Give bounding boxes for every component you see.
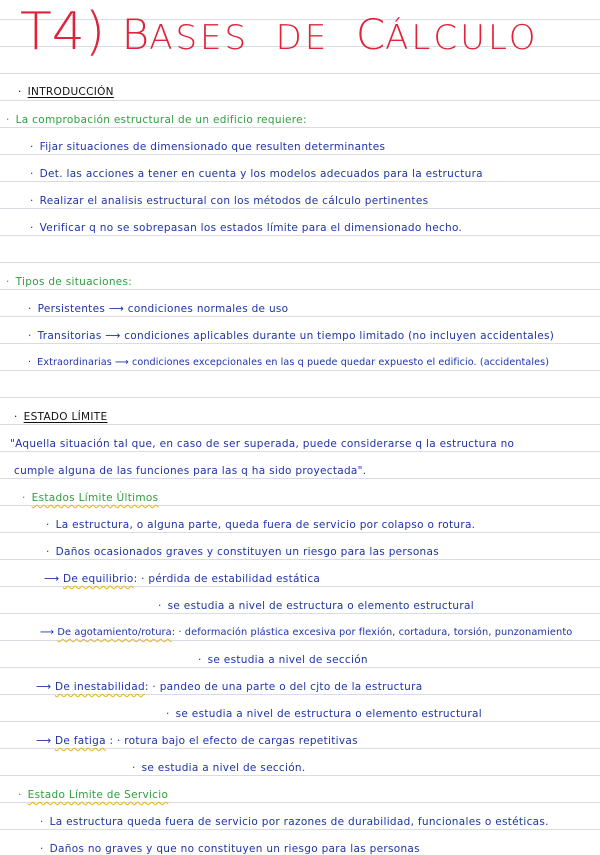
item-text: Daños ocasionados graves y constituyen un riesgo para las personas (55, 546, 440, 558)
list-item: · Transitorias ⟶ condiciones aplicables durante un tiempo limitado (no incluyen accidentales) (28, 330, 555, 342)
list-item: · Persistentes ⟶ condiciones normales de uso (28, 303, 289, 315)
list-item: · Det. las acciones a tener en cuenta y los modelos adecuados para la estructura (30, 168, 483, 180)
subtype-name: De equilibrio (63, 573, 134, 585)
arrow-right-icon: ⟶ (105, 330, 125, 342)
quote-line: "Aquella situación tal que, en caso de ser superada, puede considerarse q la estructura no (10, 438, 515, 450)
list-item: · Extraordinarias ⟶ condiciones excepcionales en las q puede quedar expuesto el edificio. (accidentales) (28, 357, 550, 368)
detail-text: se estudia a nivel de estructura o elemento estructural (175, 708, 482, 720)
title-word: ASES (149, 18, 250, 58)
list-item: · Realizar el analisis estructural con los métodos de cálculo pertinentes (30, 195, 429, 207)
arrow-right-icon: ⟶ (36, 681, 55, 693)
heading-text: INTRODUCCIÓN (27, 86, 114, 98)
title-letter: C (355, 10, 386, 59)
lead-text: Tipos de situaciones: (15, 276, 133, 288)
definition-quote (14, 465, 366, 477)
detail-text: se estudia a nivel de sección. (141, 762, 306, 774)
subtype-name: De fatiga (55, 735, 106, 747)
page-title (20, 2, 538, 62)
arrow-right-icon: ⟶ (40, 627, 58, 638)
elu-subtype: ⟶ De inestabilidad: · pandeo de una parte o del cjto de la estructura (36, 681, 423, 693)
list-item: · La estructura queda fuera de servicio por razones de durabilidad, funcionales o estéticas. (40, 816, 549, 828)
section-heading: · ESTADO LÍMITE (14, 411, 108, 423)
elu-subtype-detail: · se estudia a nivel de sección (198, 654, 368, 666)
elu-subtype-detail: · se estudia a nivel de estructura o elemento estructural (166, 708, 482, 720)
list-item: · La estructura, o alguna parte, queda fuera de servicio por colapso o rotura. (46, 519, 476, 531)
type-desc: condiciones aplicables durante un tiempo limitado (no incluyen accidentales) (124, 330, 555, 342)
item-text: Daños no graves y que no constituyen un riesgo para las personas (49, 843, 420, 855)
item-text: La estructura queda fuera de servicio por razones de durabilidad, funcionales o estéticas. (49, 816, 549, 828)
arrow-right-icon: ⟶ (114, 357, 132, 368)
title-word: DE (275, 18, 330, 58)
detail-text: se estudia a nivel de sección (207, 654, 368, 666)
type-desc: condiciones normales de uso (127, 303, 289, 315)
subtype-name: De inestabilidad (55, 681, 145, 693)
item-text: Fijar situaciones de dimensionado que resulten determinantes (39, 141, 386, 153)
heading-text: Estados Límite Últimos (31, 492, 159, 504)
list-item: · Daños no graves y que no constituyen un riesgo para las personas (40, 843, 420, 855)
title-number: T4) (20, 2, 106, 62)
elu-heading: · Estados Límite Últimos (22, 492, 159, 504)
item-text: La estructura, o alguna parte, queda fuera de servicio por colapso o rotura. (55, 519, 476, 531)
item-text: Verificar q no se sobrepasan los estados límite para el dimensionado hecho. (39, 222, 463, 234)
type-name: Persistentes (37, 303, 106, 315)
elu-subtype: ⟶ De equilibrio: · pérdida de estabilidad estática (44, 573, 321, 585)
type-name: Extraordinarias (37, 357, 112, 368)
elu-subtype: ⟶ De agotamiento/rotura: · deformación plástica excesiva por flexión, cortadura, torsión, punzonamiento (40, 627, 573, 638)
list-item: · Fijar situaciones de dimensionado que resulten determinantes (30, 141, 386, 153)
list-item: · Verificar q no se sobrepasan los estados límite para el dimensionado hecho. (30, 222, 463, 234)
subtype-name: De agotamiento/rotura (57, 627, 172, 638)
subtype-desc: rotura bajo el efecto de cargas repetitivas (124, 735, 358, 747)
subtype-desc: pérdida de estabilidad estática (148, 573, 321, 585)
heading-text: Estado Límite de Servicio (27, 789, 169, 801)
item-text: Realizar el analisis estructural con los métodos de cálculo pertinentes (39, 195, 429, 207)
type-name: Transitorias (37, 330, 102, 342)
intro-lead: · La comprobación estructural de un edificio requiere: (6, 114, 307, 126)
quote-line: cumple alguna de las funciones para las q ha sido proyectada". (14, 465, 367, 477)
arrow-right-icon: ⟶ (36, 735, 55, 747)
section-heading: · INTRODUCCIÓN (18, 86, 114, 98)
elu-subtype-detail: · se estudia a nivel de sección. (132, 762, 306, 774)
title-word: ÁLCULO (385, 18, 539, 58)
elu-subtype: ⟶ De fatiga : · rotura bajo el efecto de cargas repetitivas (36, 735, 358, 747)
heading-text: ESTADO LÍMITE (23, 411, 108, 423)
list-item: · Daños ocasionados graves y constituyen un riesgo para las personas (46, 546, 440, 558)
item-text: Det. las acciones a tener en cuenta y los modelos adecuados para la estructura (39, 168, 483, 180)
subtype-desc: pandeo de una parte o del cjto de la estructura (159, 681, 423, 693)
subtype-desc: deformación plástica excesiva por flexión, cortadura, torsión, punzonamiento (184, 627, 573, 638)
arrow-right-icon: ⟶ (44, 573, 63, 585)
detail-text: se estudia a nivel de estructura o elemento estructural (167, 600, 474, 612)
title-letter: B (121, 10, 150, 59)
tipos-lead: · Tipos de situaciones: (6, 276, 133, 288)
type-desc: condiciones excepcionales en las q puede quedar expuesto el edificio. (accidentales) (132, 357, 550, 368)
definition-quote (10, 438, 514, 450)
lead-text: La comprobación estructural de un edificio requiere: (15, 114, 307, 126)
elu-subtype-detail: · se estudia a nivel de estructura o elemento estructural (158, 600, 474, 612)
arrow-right-icon: ⟶ (108, 303, 128, 315)
els-heading: · Estado Límite de Servicio (18, 789, 169, 801)
